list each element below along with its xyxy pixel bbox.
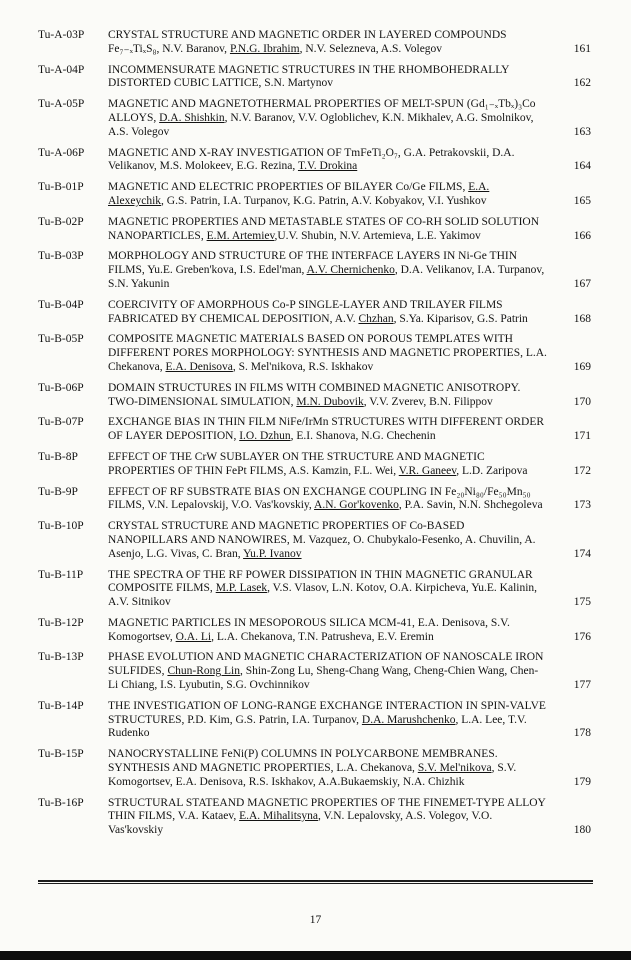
entry-title-authors: MAGNETIC PROPERTIES AND METASTABLE STATES OF CO-RH SOLID SOLUTION NANOPARTICLES, E.M. Artemiev,U.V. Shubin, N.V. Artemieva, L.E. Yakimov (108, 215, 540, 242)
entry-title-authors: NANOCRYSTALLINE FeNi(P) COLUMNS IN POLYCARBONE MEMBRANES. SYNTHESIS AND MAGNETIC PROPERTIES, L.A. Chekanova, S.V. Mel'nikova, S.V. Komogortsev, E.A. Denisova, R.S. Iskhakov, A.A.Bukaemskiy, N.A. Chizhik (108, 748, 517, 788)
session-code: Tu-A-06P (38, 146, 85, 159)
toc-entry (38, 451, 591, 479)
toc-entry (38, 416, 591, 444)
session-code: Tu-B-04P (38, 298, 84, 311)
toc-entry (38, 748, 591, 789)
toc-entry (38, 382, 591, 410)
entry-page-ref: 165 (573, 194, 591, 207)
presenting-author: M.P. Lasek (215, 582, 268, 595)
toc-entry (38, 250, 591, 291)
entry-page-ref: 173 (573, 499, 591, 512)
session-code: Tu-B-12P (38, 616, 84, 629)
session-code: Tu-B-8P (38, 450, 78, 463)
footer-double-rule (38, 880, 593, 884)
session-code: Tu-B-03P (38, 250, 84, 263)
presenting-author: Yu.P. Ivanov (243, 547, 302, 560)
entry-page-ref: 177 (573, 679, 591, 692)
entry-title-authors: COERCIVITY OF AMORPHOUS Co-P SINGLE-LAYER AND TRILAYER FILMS FABRICATED BY CHEMICAL DEPOSITION, A.V. Chzhan, S.Ya. Kiparisov, G.S. Patrin (108, 298, 528, 325)
entry-title-authors: STRUCTURAL STATEAND MAGNETIC PROPERTIES OF THE FINEMET-TYPE ALLOY THIN FILMS, V.A. Kataev, E.A. Mihalitsyna, V.N. Lepalovsky, A.S. Volegov, V.O. Vas'kovskiy (108, 796, 546, 837)
entry-page-ref: 168 (573, 312, 591, 325)
toc-entry (38, 486, 591, 514)
entry-title-authors: EXCHANGE BIAS IN THIN FILM NiFe/IrMn STRUCTURES WITH DIFFERENT ORDER OF LAYER DEPOSITION, I.O. Dzhun, E.I. Shanova, N.G. Chechenin (108, 416, 545, 443)
presenting-author: E.A. Mihalitsyna (239, 810, 318, 823)
session-code: Tu-A-05P (38, 98, 85, 111)
presenting-author: A.V. Chernichenko (306, 264, 395, 277)
entry-page-ref: 175 (573, 596, 591, 609)
session-code: Tu-B-06P (38, 381, 84, 394)
toc-entry (38, 216, 591, 244)
entry-page-ref: 166 (573, 229, 591, 242)
presenting-author: I.O. Dzhun (239, 430, 291, 443)
session-code: Tu-B-05P (38, 333, 84, 346)
page-number: 17 (309, 914, 322, 926)
entry-page-ref: 179 (573, 775, 591, 788)
entry-page-ref: 180 (573, 824, 591, 837)
entry-title-authors: MAGNETIC AND X-RAY INVESTIGATION OF TmFeTi₂O₇, G.A. Petrakovskii, D.A. Velikanov, M.S. Molokeev, E.G. Rezina, T.V. Drokina (108, 146, 515, 173)
session-code: Tu-B-10P (38, 520, 84, 533)
entry-title-authors: COMPOSITE MAGNETIC MATERIALS BASED ON POROUS TEMPLATES WITH DIFFERENT PORES MORPHOLOGY: SYNTHESIS AND MAGNETIC PROPERTIES, L.A. Chekanova, E.A. Denisova, S. Mel'nikova, R.S. Iskhakov (108, 333, 547, 373)
toc-entry (38, 147, 591, 175)
entry-page-ref: 172 (573, 464, 591, 477)
toc-entry (38, 651, 591, 692)
presenting-author: E.A. Alexeychik (108, 181, 490, 207)
toc-entry (38, 797, 591, 838)
presenting-author: P.N.G. Ibrahim (229, 42, 300, 55)
entry-title-authors: MAGNETIC AND ELECTRIC PROPERTIES OF BILAYER Co/Ge FILMS, E.A. Alexeychik, G.S. Patrin, I.A. Turpanov, K.G. Patrin, A.V. Kobyakov, V.I. Yushkov (108, 181, 490, 207)
presenting-author: Chzhan (358, 312, 394, 325)
session-code: Tu-B-16P (38, 796, 84, 809)
toc-list (38, 29, 591, 845)
entry-page-ref: 167 (573, 277, 591, 290)
presenting-author: V.R. Ganeev (398, 464, 457, 477)
presenting-author: M.N. Dubovik (296, 395, 364, 408)
session-code: Tu-B-13P (38, 651, 84, 664)
entry-title-authors: EFFECT OF RF SUBSTRATE BIAS ON EXCHANGE COUPLING IN Fe₂₀Ni₈₀/Fe₅₀Mn₅₀ FILMS, V.N. Lepalovskij, V.O. Vas'kovskiy, A.N. Gor'kovenko, P.A. Savin, N.N. Shchegoleva (108, 485, 543, 512)
entry-title-authors: INCOMMENSURATE MAGNETIC STRUCTURES IN THE RHOMBOHEDRALLY DISTORTED CUBIC LATTICE, S.N. Martynov (108, 63, 510, 90)
session-code: Tu-A-04P (38, 63, 85, 76)
presenting-author: E.M. Artemiev (206, 229, 275, 242)
toc-entry (38, 64, 591, 92)
session-code: Tu-B-02P (38, 215, 84, 228)
scan-edge-bar (0, 951, 631, 960)
entry-title-authors: DOMAIN STRUCTURES IN FILMS WITH COMBINED MAGNETIC ANISOTROPY. TWO-DIMENSIONAL SIMULATION, M.N. Dubovik, V.V. Zverev, B.N. Filippov (108, 381, 521, 408)
entry-title-authors: THE INVESTIGATION OF LONG-RANGE EXCHANGE INTERACTION IN SPIN-VALVE STRUCTURES, P.D. Kim, G.S. Patrin, I.A. Turpanov, D.A. Marushchenko, L.A. Lee, T.V. Rudenko (108, 699, 546, 740)
toc-entry (38, 333, 591, 374)
toc-entry (38, 299, 591, 327)
presenting-author: E.A. Denisova (165, 360, 233, 373)
entry-title-authors: MAGNETIC PARTICLES IN MESOPOROUS SILICA MCM-41, E.A. Denisova, S.V. Komogortsev, O.A. Li, L.A. Chekanova, T.N. Patrusheva, E.V. Eremin (108, 616, 510, 643)
entry-title-authors: EFFECT OF THE CrW SUBLAYER ON THE STRUCTURE AND MAGNETIC PROPERTIES OF THIN FePt FILMS, A.S. Kamzin, F.L. Wei, V.R. Ganeev, L.D. Zaripova (108, 450, 528, 477)
presenting-author: D.A. Shishkin (159, 111, 225, 124)
session-code: Tu-B-01P (38, 181, 84, 194)
session-code: Tu-B-15P (38, 748, 84, 761)
entry-page-ref: 178 (573, 727, 591, 740)
entry-page-ref: 163 (573, 125, 591, 138)
entry-title-authors: MAGNETIC AND MAGNETOTHERMAL PROPERTIES OF MELT-SPUN (Gd₁₋ₓTbₓ)₃Co ALLOYS, D.A. Shishkin, N.V. Baranov, V.V. Ogloblichev, K.N. Mikhalev, A.G. Smolnikov, A.S. Volegov (108, 98, 536, 138)
session-code: Tu-B-9P (38, 485, 78, 498)
toc-entry (38, 29, 591, 57)
entry-page-ref: 161 (573, 42, 591, 55)
entry-page-ref: 176 (573, 630, 591, 643)
entry-page-ref: 171 (573, 430, 591, 443)
toc-entry (38, 617, 591, 645)
session-code: Tu-B-14P (38, 699, 84, 712)
entry-title-authors: THE SPECTRA OF THE RF POWER DISSIPATION IN THIN MAGNETIC GRANULAR COMPOSITE FILMS, M.P. Lasek, V.S. Vlasov, L.N. Kotov, O.A. Kirpicheva, Yu.E. Kalinin, A.V. Sitnikov (108, 568, 538, 609)
presenting-author: T.V. Drokina (297, 160, 358, 173)
presenting-author: D.A. Marushchenko (361, 713, 456, 726)
presenting-author: O.A. Li (175, 630, 212, 643)
entry-page-ref: 169 (573, 360, 591, 373)
session-code: Tu-A-03P (38, 29, 85, 41)
entry-page-ref: 174 (573, 547, 591, 560)
presenting-author: A.N. Gor'kovenko (314, 499, 399, 512)
toc-entry (38, 700, 591, 741)
session-code: Tu-B-11P (38, 568, 84, 581)
toc-entry (38, 98, 591, 139)
entry-title-authors: MORPHOLOGY AND STRUCTURE OF THE INTERFACE LAYERS IN Ni-Ge THIN FILMS, Yu.E. Greben'kova, I.S. Edel'man, A.V. Chernichenko, D.A. Velikanov, I.A. Turpanov, S.N. Yakunin (108, 250, 545, 290)
toc-entry (38, 520, 591, 561)
entry-title-authors: CRYSTAL STRUCTURE AND MAGNETIC ORDER IN LAYERED COMPOUNDS Fe₇₋ₓTiₓS₈, N.V. Baranov, P.N.G. Ibrahim, N.V. Selezneva, A.S. Volegov (108, 29, 507, 55)
presenting-author: S.V. Mel'nikova (417, 762, 492, 775)
entry-page-ref: 170 (573, 395, 591, 408)
presenting-author: Chun-Rong Lin (167, 665, 240, 678)
entry-title-authors: CRYSTAL STRUCTURE AND MAGNETIC PROPERTIES OF Co-BASED NANOPILLARS AND NANOWIRES, M. Vazquez, O. Chubykalo-Fesenko, A. Chuvilin, A. Asenjo, L.G. Vivas, C. Bran, Yu.P. Ivanov (108, 520, 536, 560)
entry-page-ref: 162 (573, 77, 591, 90)
toc-entry (38, 569, 591, 610)
toc-entry (38, 181, 591, 209)
entry-title-authors: PHASE EVOLUTION AND MAGNETIC CHARACTERIZATION OF NANOSCALE IRON SULFIDES, Chun-Rong Lin, Shin-Zong Lu, Sheng-Chang Wang, Cheng-Chien Wang, Chen-Li Chiang, I.S. Lyubutin, S.G. Ovchinnikov (108, 651, 544, 692)
entry-page-ref: 164 (573, 160, 591, 173)
session-code: Tu-B-07P (38, 416, 84, 429)
